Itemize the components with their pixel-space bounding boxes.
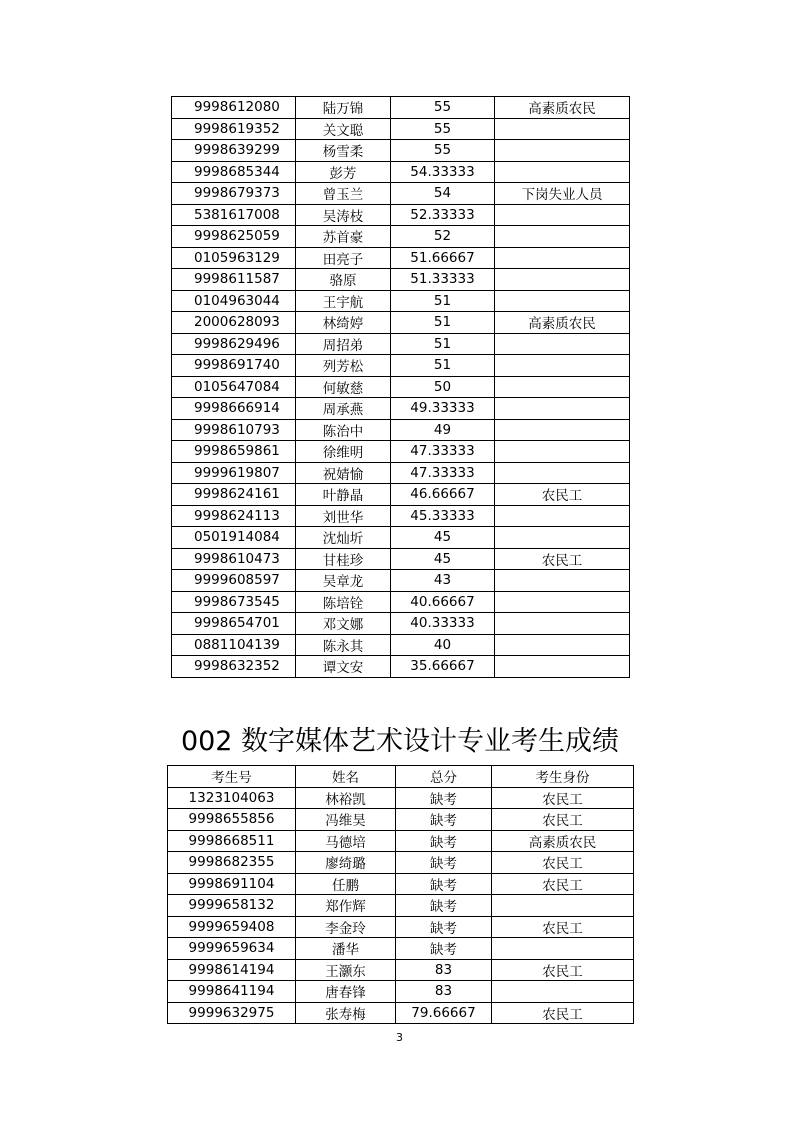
exam-id-cell: 9998629496 [172, 333, 296, 355]
score-cell: 49.33333 [391, 398, 495, 420]
name-cell: 陈治中 [296, 419, 391, 441]
name-cell: 马德培 [296, 830, 396, 852]
identity-cell: 农民工 [492, 873, 634, 895]
score-cell: 79.66667 [396, 1002, 492, 1024]
table-row [172, 548, 630, 570]
table-row [172, 419, 630, 441]
identity-cell [495, 613, 630, 635]
table-row [168, 787, 634, 809]
name-cell: 周招弟 [296, 333, 391, 355]
score-table-body [172, 97, 630, 678]
name-cell: 廖绮璐 [296, 852, 396, 874]
name-cell: 骆原 [296, 269, 391, 291]
score-cell: 35.66667 [391, 656, 495, 678]
exam-id-cell: 9998639299 [172, 140, 296, 162]
table-row [168, 830, 634, 852]
exam-id-cell: 9998691104 [168, 873, 296, 895]
identity-cell: 农民工 [495, 548, 630, 570]
table-row [172, 634, 630, 656]
table-row [172, 140, 630, 162]
table-row [168, 981, 634, 1003]
exam-id-cell: 5381617008 [172, 204, 296, 226]
score-cell: 缺考 [396, 873, 492, 895]
name-cell: 祝婧愉 [296, 462, 391, 484]
name-cell: 徐维明 [296, 441, 391, 463]
identity-cell [492, 895, 634, 917]
name-cell: 刘世华 [296, 505, 391, 527]
name-cell: 任鹏 [296, 873, 396, 895]
exam-id-cell: 0881104139 [172, 634, 296, 656]
score-cell: 缺考 [396, 916, 492, 938]
identity-cell [495, 527, 630, 549]
identity-cell [495, 441, 630, 463]
identity-cell: 农民工 [492, 787, 634, 809]
exam-id-cell: 9998659861 [172, 441, 296, 463]
score-cell: 45 [391, 548, 495, 570]
digital-media-score-table [167, 765, 634, 1024]
identity-cell: 农民工 [492, 852, 634, 874]
table-row [168, 873, 634, 895]
table-row [172, 247, 630, 269]
score-cell: 51.33333 [391, 269, 495, 291]
score-cell: 51 [391, 290, 495, 312]
exam-id-cell: 9998612080 [172, 97, 296, 119]
score-cell: 51 [391, 355, 495, 377]
exam-id-cell: 9998619352 [172, 118, 296, 140]
identity-cell: 农民工 [492, 959, 634, 981]
exam-id-cell: 9998666914 [172, 398, 296, 420]
name-cell: 何敏慈 [296, 376, 391, 398]
score-cell: 52.33333 [391, 204, 495, 226]
identity-cell [495, 140, 630, 162]
identity-cell [495, 355, 630, 377]
identity-cell [495, 656, 630, 678]
table-row [172, 118, 630, 140]
exam-id-cell: 9999659634 [168, 938, 296, 960]
score-cell: 45.33333 [391, 505, 495, 527]
name-cell: 吴章龙 [296, 570, 391, 592]
score-cell: 缺考 [396, 830, 492, 852]
name-cell: 林裕凯 [296, 787, 396, 809]
exam-id-cell: 9998614194 [168, 959, 296, 981]
name-cell: 冯维昊 [296, 809, 396, 831]
identity-cell: 高素质农民 [495, 97, 630, 119]
header-exam-id: 考生号 [168, 766, 296, 788]
exam-id-cell: 0104963044 [172, 290, 296, 312]
score-cell: 缺考 [396, 895, 492, 917]
table-row [172, 97, 630, 119]
exam-id-cell: 9999619807 [172, 462, 296, 484]
exam-id-cell: 9999659408 [168, 916, 296, 938]
identity-cell [495, 570, 630, 592]
score-cell: 46.66667 [391, 484, 495, 506]
exam-id-cell: 9998611587 [172, 269, 296, 291]
identity-cell [495, 505, 630, 527]
table-row [172, 462, 630, 484]
table-row [172, 269, 630, 291]
exam-id-cell: 9999608597 [172, 570, 296, 592]
identity-cell [495, 376, 630, 398]
name-cell: 苏首豪 [296, 226, 391, 248]
name-cell: 王灏东 [296, 959, 396, 981]
identity-cell [495, 118, 630, 140]
name-cell: 彭芳 [296, 161, 391, 183]
exam-id-cell: 9998691740 [172, 355, 296, 377]
name-cell: 王宇航 [296, 290, 391, 312]
exam-id-cell: 9998682355 [168, 852, 296, 874]
table-row [172, 613, 630, 635]
identity-cell [495, 290, 630, 312]
table-row [172, 484, 630, 506]
name-cell: 叶静晶 [296, 484, 391, 506]
name-cell: 郑作辉 [296, 895, 396, 917]
exam-id-cell: 9998641194 [168, 981, 296, 1003]
score-cell: 55 [391, 118, 495, 140]
score-cell: 51 [391, 333, 495, 355]
exam-id-cell: 9999658132 [168, 895, 296, 917]
score-cell: 40 [391, 634, 495, 656]
table-row [172, 656, 630, 678]
table-row [172, 204, 630, 226]
exam-id-cell: 9998655856 [168, 809, 296, 831]
table-row [172, 355, 630, 377]
table-row [172, 161, 630, 183]
name-cell: 李金玲 [296, 916, 396, 938]
score-cell: 缺考 [396, 809, 492, 831]
score-cell: 83 [396, 959, 492, 981]
name-cell: 林绮婷 [296, 312, 391, 334]
name-cell: 陈培铨 [296, 591, 391, 613]
identity-cell [492, 981, 634, 1003]
exam-id-cell: 9998673545 [172, 591, 296, 613]
identity-cell: 高素质农民 [495, 312, 630, 334]
table-row [172, 183, 630, 205]
table-row [168, 1002, 634, 1024]
exam-id-cell: 9999632975 [168, 1002, 296, 1024]
table-row [168, 959, 634, 981]
identity-cell: 农民工 [492, 1002, 634, 1024]
score-cell: 54.33333 [391, 161, 495, 183]
exam-id-cell: 9998685344 [172, 161, 296, 183]
score-cell: 40.33333 [391, 613, 495, 635]
name-cell: 吴涛枝 [296, 204, 391, 226]
exam-id-cell: 9998668511 [168, 830, 296, 852]
section-title: 002 数字媒体艺术设计专业考生成绩 [180, 726, 620, 757]
score-cell: 51 [391, 312, 495, 334]
table-row [172, 570, 630, 592]
score-table-body [168, 787, 634, 1024]
score-cell: 51.66667 [391, 247, 495, 269]
table-row [172, 333, 630, 355]
exam-id-cell: 2000628093 [172, 312, 296, 334]
score-cell: 83 [396, 981, 492, 1003]
name-cell: 沈灿圻 [296, 527, 391, 549]
score-cell: 缺考 [396, 938, 492, 960]
exam-id-cell: 0501914084 [172, 527, 296, 549]
score-cell: 54 [391, 183, 495, 205]
exam-id-cell: 0105647084 [172, 376, 296, 398]
table-row [172, 527, 630, 549]
identity-cell: 高素质农民 [492, 830, 634, 852]
identity-cell [495, 269, 630, 291]
table-row [172, 591, 630, 613]
score-cell: 50 [391, 376, 495, 398]
identity-cell [495, 226, 630, 248]
identity-cell [495, 161, 630, 183]
identity-cell [495, 591, 630, 613]
identity-cell [495, 247, 630, 269]
name-cell: 邓文娜 [296, 613, 391, 635]
table-header-row [168, 766, 634, 788]
header-total-score: 总分 [396, 766, 492, 788]
score-cell: 47.33333 [391, 441, 495, 463]
table-row [172, 226, 630, 248]
score-cell: 43 [391, 570, 495, 592]
table-row [168, 852, 634, 874]
name-cell: 田亮子 [296, 247, 391, 269]
identity-cell: 农民工 [492, 916, 634, 938]
name-cell: 列芳松 [296, 355, 391, 377]
identity-cell [495, 419, 630, 441]
name-cell: 甘桂珍 [296, 548, 391, 570]
exam-id-cell: 9998654701 [172, 613, 296, 635]
page-number: 3 [396, 1031, 403, 1044]
name-cell: 潘华 [296, 938, 396, 960]
table-row [168, 916, 634, 938]
table-row [168, 895, 634, 917]
score-cell: 47.33333 [391, 462, 495, 484]
identity-cell [495, 634, 630, 656]
score-cell: 缺考 [396, 852, 492, 874]
identity-cell [495, 333, 630, 355]
identity-cell: 农民工 [495, 484, 630, 506]
name-cell: 杨雪柔 [296, 140, 391, 162]
exam-id-cell: 9998624161 [172, 484, 296, 506]
identity-cell [495, 462, 630, 484]
exam-id-cell: 9998625059 [172, 226, 296, 248]
name-cell: 唐春锋 [296, 981, 396, 1003]
name-cell: 陈永其 [296, 634, 391, 656]
table-row [172, 505, 630, 527]
identity-cell: 农民工 [492, 809, 634, 831]
score-cell: 缺考 [396, 787, 492, 809]
exam-id-cell: 9998632352 [172, 656, 296, 678]
exam-id-cell: 9998610793 [172, 419, 296, 441]
table-row [168, 809, 634, 831]
name-cell: 曾玉兰 [296, 183, 391, 205]
score-cell: 55 [391, 140, 495, 162]
name-cell: 周承燕 [296, 398, 391, 420]
name-cell: 谭文安 [296, 656, 391, 678]
table-row [168, 938, 634, 960]
table-row [172, 398, 630, 420]
exam-id-cell: 0105963129 [172, 247, 296, 269]
exam-id-cell: 9998610473 [172, 548, 296, 570]
score-cell: 40.66667 [391, 591, 495, 613]
score-cell: 45 [391, 527, 495, 549]
identity-cell [495, 204, 630, 226]
table-row [172, 290, 630, 312]
table-row [172, 312, 630, 334]
header-name: 姓名 [296, 766, 396, 788]
table-row [172, 376, 630, 398]
identity-cell: 下岗失业人员 [495, 183, 630, 205]
identity-cell [495, 398, 630, 420]
score-cell: 49 [391, 419, 495, 441]
identity-cell [492, 938, 634, 960]
score-table-continued [171, 96, 630, 678]
exam-id-cell: 9998679373 [172, 183, 296, 205]
score-cell: 52 [391, 226, 495, 248]
table-row [172, 441, 630, 463]
exam-id-cell: 1323104063 [168, 787, 296, 809]
header-identity: 考生身份 [492, 766, 634, 788]
exam-id-cell: 9998624113 [172, 505, 296, 527]
name-cell: 关文聪 [296, 118, 391, 140]
score-cell: 55 [391, 97, 495, 119]
name-cell: 张寿梅 [296, 1002, 396, 1024]
name-cell: 陆万锦 [296, 97, 391, 119]
